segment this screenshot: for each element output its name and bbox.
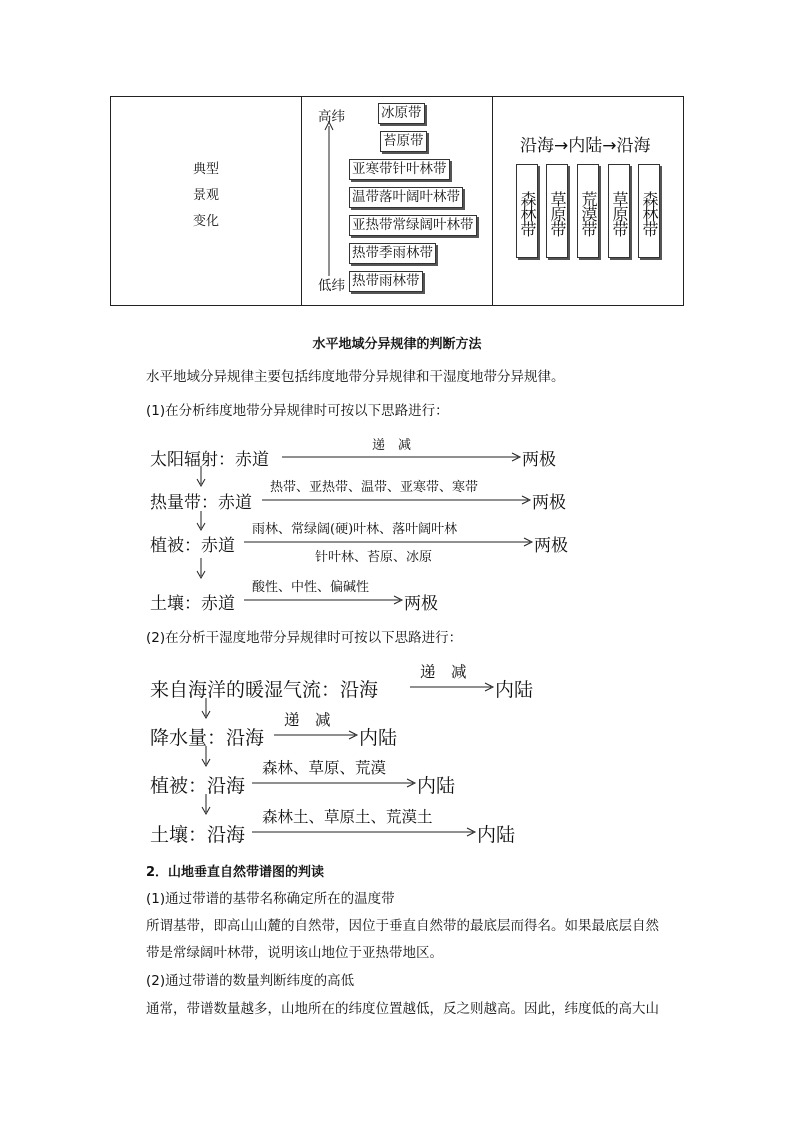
lat-row-below: 针叶林、苔原、冰原: [315, 550, 433, 565]
down-arrows-icon: [194, 466, 208, 596]
right-arrow-icon: [282, 452, 522, 462]
right-arrow-icon: [262, 495, 532, 505]
moist-row-end: 内陆: [477, 824, 516, 846]
coast-inland-header: 沿海→内陆→沿海: [520, 136, 651, 156]
moist-row-above: 森林、草原、荒漠: [262, 759, 387, 777]
lat-row-label: 土壤：赤道: [150, 594, 235, 614]
lat-row-above: 热带、亚热带、温带、亚寒带、寒带: [270, 480, 479, 495]
moist-row-end: 内陆: [495, 679, 534, 701]
low-latitude-label: 低纬: [318, 278, 345, 294]
moist-row-above: 森林土、草原土、荒漠土: [262, 808, 433, 826]
high-latitude-label: 高纬: [318, 109, 345, 125]
sub1-title: (1)通过带谱的基带名称确定所在的温度带: [146, 891, 395, 907]
belt-subtropical: 亚热带常绿阔叶林带: [349, 215, 477, 236]
moist-row-label: 土壤：沿海: [150, 824, 246, 846]
para1-line: 带是常绿阔叶林带，说明该山地位于亚热带地区。: [146, 945, 443, 961]
section-title: 水平地域分异规律的判断方法: [312, 337, 482, 352]
right-arrow-icon: [244, 595, 404, 605]
sub2-title: (2)通过带谱的数量判断纬度的高低: [146, 973, 355, 989]
moist-row-label: 来自海洋的暖湿气流：沿海: [150, 679, 379, 701]
row-label-line: 典型: [192, 162, 219, 177]
belt-taiga: 亚寒带针叶林带: [349, 159, 450, 180]
lat-row-end: 两极: [404, 594, 438, 614]
step2-text: (2)在分析干湿度地带分异规律时可按以下思路进行：: [146, 630, 463, 646]
moist-row-end: 内陆: [359, 727, 398, 749]
step1-text: (1)在分析纬度地带分异规律时可按以下思路进行：: [146, 403, 449, 419]
moist-row-above: 递 减: [284, 711, 331, 729]
lat-row-above: 递 减: [372, 438, 412, 453]
belt-rainforest: 热带雨林带: [349, 271, 423, 292]
belt-grassland: 草原带: [608, 164, 630, 258]
belt-tundra: 苔原带: [380, 131, 427, 152]
moist-row-label: 植被：沿海: [150, 775, 246, 797]
up-arrow-icon: [322, 120, 336, 276]
moist-row-label: 降水量：沿海: [150, 727, 265, 749]
section2-title: 2．山地垂直自然带谱图的判读: [146, 865, 325, 880]
belt-temperate: 温带落叶阔叶林带: [349, 187, 463, 208]
para1-line: 所谓基带，即高山山麓的自然带，因位于垂直自然带的最底层而得名。如果最底层自然: [146, 918, 659, 934]
lat-row-end: 两极: [522, 450, 556, 470]
intro-text: 水平地域分异规律主要包括纬度地带分异规律和干湿度地带分异规律。: [146, 369, 565, 385]
right-arrow-icon: [274, 730, 359, 740]
moist-row-above: 递 减: [420, 663, 467, 681]
row-label-line: 景观: [192, 188, 219, 203]
lat-row-label: 太阳辐射：赤道: [150, 450, 269, 470]
belt-forest: 森林带: [516, 164, 538, 258]
down-arrows-icon: [199, 698, 213, 828]
lat-row-label: 植被：赤道: [150, 536, 235, 556]
lat-row-end: 两极: [532, 493, 566, 513]
lat-row-label: 热量带：赤道: [150, 493, 252, 513]
moist-row-end: 内陆: [417, 775, 456, 797]
lat-row-end: 两极: [534, 536, 568, 556]
right-arrow-icon: [252, 778, 417, 788]
belt-ice: 冰原带: [378, 103, 425, 124]
right-arrow-icon: [244, 537, 534, 547]
lat-row-above: 酸性、中性、偏碱性: [252, 580, 370, 595]
para2-line: 通常，带谱数量越多，山地所在的纬度位置越低，反之则越高。因此，纬度低的高大山: [146, 1001, 659, 1017]
belt-monsoon: 热带季雨林带: [349, 243, 436, 264]
belt-desert: 荒漠带: [577, 164, 599, 258]
right-arrow-icon: [252, 827, 477, 837]
table-divider: [301, 97, 302, 305]
belt-grassland: 草原带: [546, 164, 568, 258]
lat-row-above: 雨林、常绿阔(硬)叶林、落叶阔叶林: [252, 522, 458, 537]
row-label-line: 变化: [192, 214, 219, 229]
row-label: [181, 157, 231, 235]
right-arrow-icon: [410, 682, 495, 692]
table-divider: [492, 97, 493, 305]
belt-forest: 森林带: [638, 164, 660, 258]
